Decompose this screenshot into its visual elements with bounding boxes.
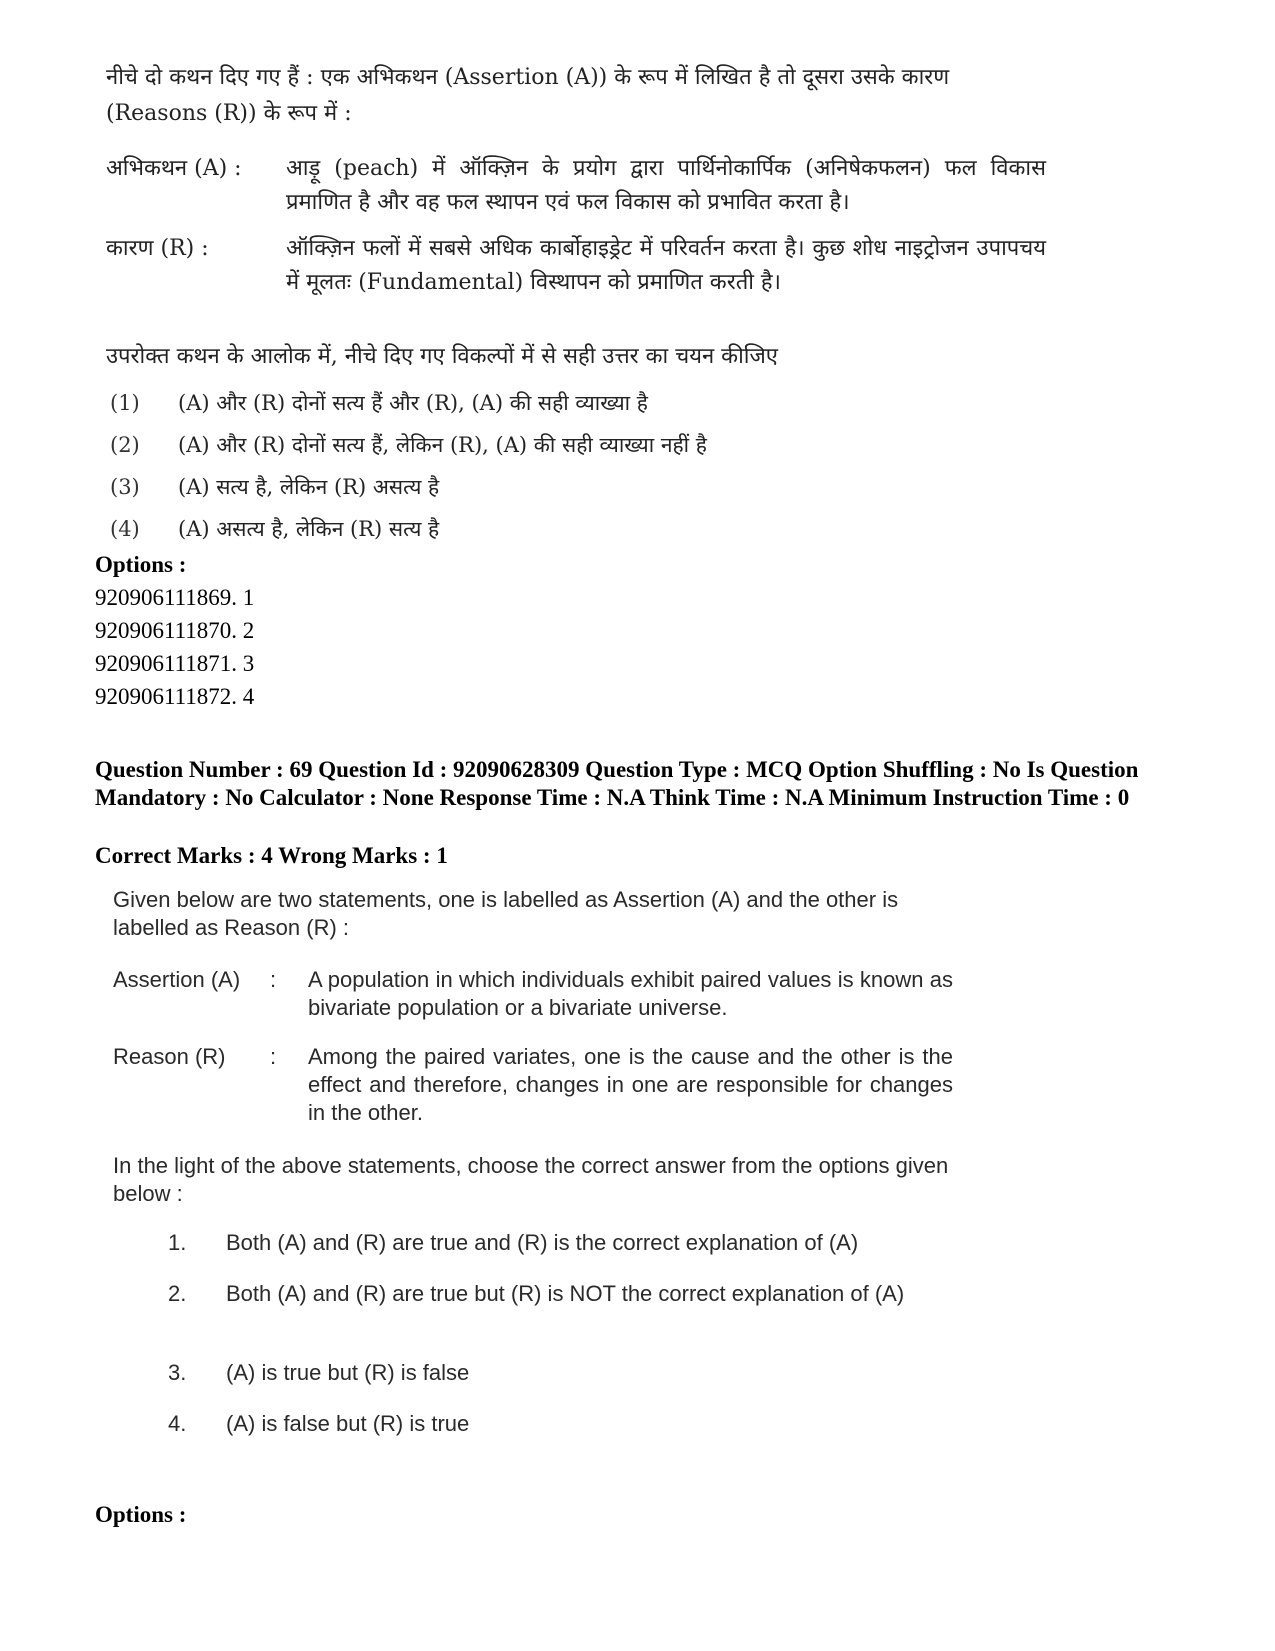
hindi-option-text: (A) असत्य है, लेकिन (R) सत्य है <box>178 517 440 541</box>
question-metadata: Question Number : 69 Question Id : 92090628309 Question Type : MCQ Option Shuffling : No Is Question Mandatory : No Calculator : None Response Time : N.A Think Time : N.A Minimum Instruction Time : 0 <box>95 757 1139 810</box>
english-option-number: 1. <box>168 1230 187 1255</box>
hindi-option <box>110 514 439 544</box>
hindi-option-number: (3) <box>110 475 140 499</box>
hindi-option <box>110 430 707 460</box>
option-id: 920906111871. 3 <box>95 651 255 676</box>
hindi-reason <box>106 232 1046 300</box>
english-assertion-text: A population in which individuals exhibit paired values is known as bivariate population or a bivariate universe. <box>308 967 953 1020</box>
english-option-number: 3. <box>168 1360 187 1385</box>
english-assertion-colon: : <box>270 967 277 992</box>
english-option <box>168 1359 953 1387</box>
english-option-number: 4. <box>168 1411 187 1436</box>
hindi-option-number: (1) <box>110 391 140 415</box>
english-intro: Given below are two statements, one is labelled as Assertion (A) and the other is labelled as Reason (R) : <box>113 887 899 940</box>
hindi-reason-text: ऑक्ज़िन फलों में सबसे अधिक कार्बोहाइड्रेट में परिवर्तन करता है। कुछ शोध नाइट्रोजन उपापचय में मूलतः (Fundamental) विस्थापन को प्रमाणित करती है। <box>286 236 1046 295</box>
options-heading-bottom: Options : <box>95 1502 187 1527</box>
hindi-intro: नीचे दो कथन दिए गए हैं : एक अभिकथन (Assertion (A)) के रूप में लिखित है तो दूसरा उसके कारण (Reasons (R)) के रूप में : <box>106 65 950 126</box>
options-heading: Options : <box>95 552 187 577</box>
hindi-option-text: (A) सत्य है, लेकिन (R) असत्य है <box>178 475 440 499</box>
hindi-assertion-text: आड़ू (peach) में ऑक्ज़िन के प्रयोग द्वारा पार्थिनोकार्पिक (अनिषेकफलन) फल विकास प्रमाणित है और वह फल स्थापन एवं फल विकास को प्रभावित करता है। <box>286 156 1046 215</box>
english-option-text: (A) is true but (R) is false <box>226 1360 470 1385</box>
english-option <box>168 1229 953 1257</box>
english-assertion <box>113 966 953 1022</box>
option-id: 920906111869. 1 <box>95 585 255 610</box>
english-option-text: (A) is false but (R) is true <box>226 1411 470 1436</box>
english-choose-instruction: In the light of the above statements, choose the correct answer from the options given below : <box>113 1153 949 1206</box>
english-option <box>168 1410 953 1438</box>
english-reason-label: Reason (R) <box>113 1044 226 1069</box>
hindi-option-number: (4) <box>110 517 140 541</box>
hindi-option-text: (A) और (R) दोनों सत्य हैं, लेकिन (R), (A) की सही व्याख्या नहीं है <box>178 433 707 457</box>
english-reason <box>113 1043 953 1127</box>
english-option-text: Both (A) and (R) are true and (R) is the correct explanation of (A) <box>226 1230 859 1255</box>
english-reason-text: Among the paired variates, one is the cause and the other is the effect and therefore, changes in one are responsible for changes in the other. <box>308 1044 953 1125</box>
hindi-reason-label: कारण (R) : <box>106 236 209 261</box>
hindi-option-text: (A) और (R) दोनों सत्य हैं और (R), (A) की सही व्याख्या है <box>178 391 648 415</box>
hindi-choose-instruction: उपरोक्त कथन के आलोक में, नीचे दिए गए विकल्पों में से सही उत्तर का चयन कीजिए <box>106 344 778 369</box>
english-option-number: 2. <box>168 1281 187 1306</box>
option-id: 920906111870. 2 <box>95 618 255 643</box>
hindi-option <box>110 388 648 418</box>
hindi-option-number: (2) <box>110 433 140 457</box>
hindi-assertion <box>106 152 1046 220</box>
english-option <box>168 1280 953 1308</box>
hindi-assertion-label: अभिकथन (A) : <box>106 156 242 181</box>
english-assertion-label: Assertion (A) <box>113 967 241 992</box>
english-reason-colon: : <box>270 1044 277 1069</box>
english-option-text: Both (A) and (R) are true but (R) is NOT the correct explanation of (A) <box>226 1281 905 1306</box>
option-id: 920906111872. 4 <box>95 684 255 709</box>
marks-info: Correct Marks : 4 Wrong Marks : 1 <box>95 843 448 868</box>
hindi-option <box>110 472 439 502</box>
